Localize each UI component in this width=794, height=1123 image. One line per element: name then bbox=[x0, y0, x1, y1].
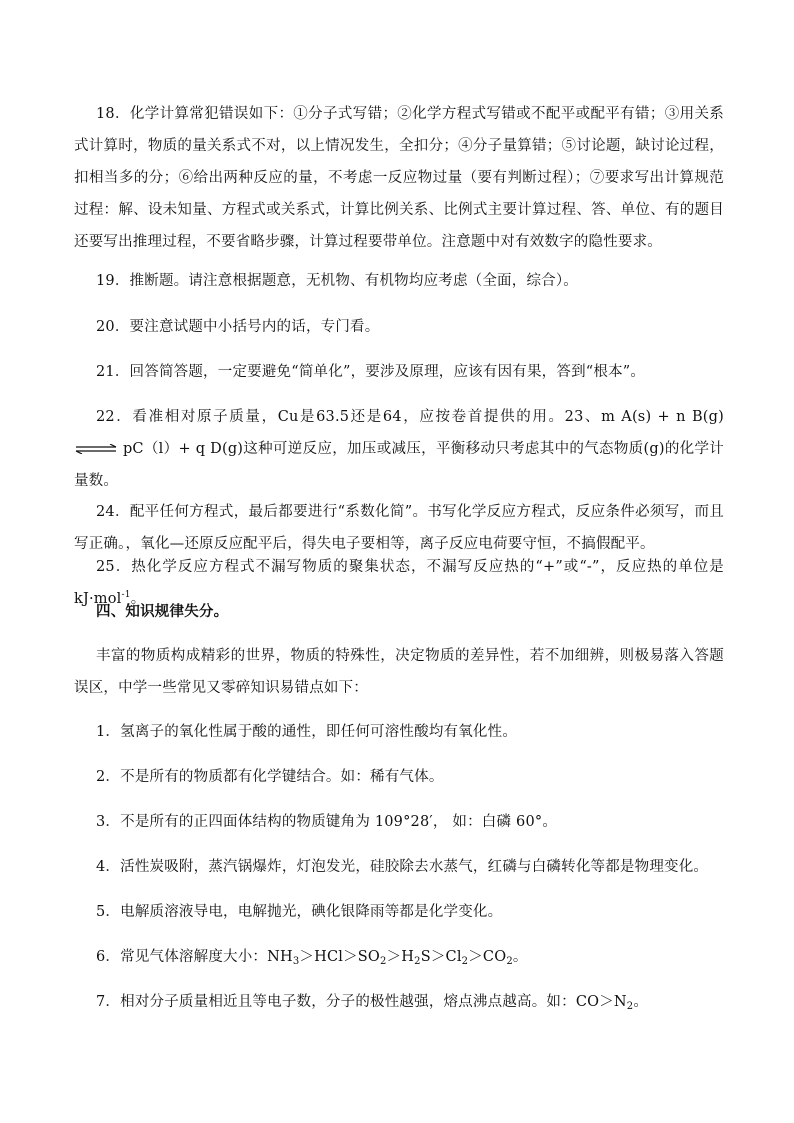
point-6-text: ＞CO bbox=[468, 949, 507, 965]
subscript: 2 bbox=[380, 956, 387, 967]
paragraph-item-21: 21．回答简答题，一定要避免“简单化”，要涉及原理，应该有因有果，答到“根本”。 bbox=[96, 364, 646, 380]
paragraph-item-18: 18．化学计算常犯错误如下：①分子式写错；②化学方程式写错或不配平或配平有错；③用关系式计算时，物质的量关系式不对，以上情况发生，全扣分；④分子量算错；⑤讨论题，缺讨论过程，扣相当多的分；⑥给出两种反应的量，不考虑一反应物过量（要有判断过程）；⑦要求写出计算规范过程：解、设未知量、方程式或关系式，计算比例关系、比例式主要计算过程、答、单位、有的题目还要写出推理过程，不要省略步骤，计算过程要带单位。注意题中对有效数字的隐性要求。 bbox=[74, 106, 724, 250]
item-25-superscript: -1 bbox=[121, 590, 131, 600]
subscript: 2 bbox=[626, 1001, 634, 1012]
subscript: 2 bbox=[461, 956, 469, 967]
subscript: 3 bbox=[292, 956, 300, 967]
paragraph-item-20: 20．要注意试题中小括号内的话，专门看。 bbox=[96, 319, 380, 335]
subscript: 2 bbox=[506, 956, 513, 967]
subscript: 2 bbox=[414, 956, 421, 967]
point-4: 4．活性炭吸附，蒸汽锅爆炸，灯泡发光，硅胶除去水蒸气，红磷与白磷转化等都是物理变化。 bbox=[96, 859, 709, 875]
point-1: 1．氢离子的氧化性属于酸的通性，即任何可溶性酸均有氧化性。 bbox=[96, 724, 518, 740]
point-7-text: 7．相对分子质量相近且等电子数，分子的极性越强，熔点沸点越高。如：CO＞N bbox=[96, 994, 627, 1010]
point-7-text: 。 bbox=[633, 994, 649, 1010]
paragraph-item-19: 19．推断题。请注意根据题意，无机物、有机物均应考虑（全面，综合）。 bbox=[96, 273, 578, 289]
item-22-text-a: 22．看准相对原子质量，Cu是63.5还是64，应按卷首提供的用。23、m A(s) + n B(g) bbox=[96, 409, 724, 425]
paragraph-item-24: 24．配平任何方程式，最后都要进行“系数化简”。书写化学反应方程式，反应条件必须写，而且写正确。，氧化—还原反应配平后，得失电子要相等，离子反应电荷要守恒，不搞假配平。 bbox=[74, 504, 724, 552]
paragraph-item-22 bbox=[74, 401, 724, 497]
point-6-text: ＞HCl＞SO bbox=[299, 949, 381, 965]
section-intro: 丰富的物质构成精彩的世界，物质的特殊性，决定物质的差异性，若不加细辨，则极易落入答题误区，中学一些常见又零碎知识易错点如下： bbox=[74, 648, 724, 696]
point-3: 3．不是所有的正四面体结构的物质键角为 109°28′， 如：白磷 60°。 bbox=[96, 814, 558, 830]
item-25-text: 25．热化学反应方程式不漏写物质的聚集状态，不漏写反应热的“+”或“-”，反应热的单位是 kJ·mol bbox=[74, 559, 724, 607]
point-5: 5．电解质溶液导电，电解抛光，碘化银降雨等都是化学变化。 bbox=[96, 904, 503, 920]
item-22-text-b: pC（l）+ q D(g)这种可逆反应，加压或减压，平衡移动只考虑其中的气态物质(g)的化学计量数。 bbox=[74, 441, 724, 489]
point-2: 2．不是所有的物质都有化学键结合。如：稀有气体。 bbox=[96, 769, 444, 785]
point-6-text: 。 bbox=[512, 949, 528, 965]
section-heading: 四、知识规律失分。 bbox=[96, 604, 229, 620]
point-7 bbox=[74, 986, 724, 1018]
point-6 bbox=[74, 941, 724, 973]
point-6-text: 6．常见气体溶解度大小：NH bbox=[96, 949, 293, 965]
item-25-end: 。 bbox=[130, 591, 146, 607]
reversible-arrow-icon bbox=[74, 444, 118, 454]
point-6-text: ＞H bbox=[386, 949, 415, 965]
point-6-text: S＞Cl bbox=[420, 949, 462, 965]
